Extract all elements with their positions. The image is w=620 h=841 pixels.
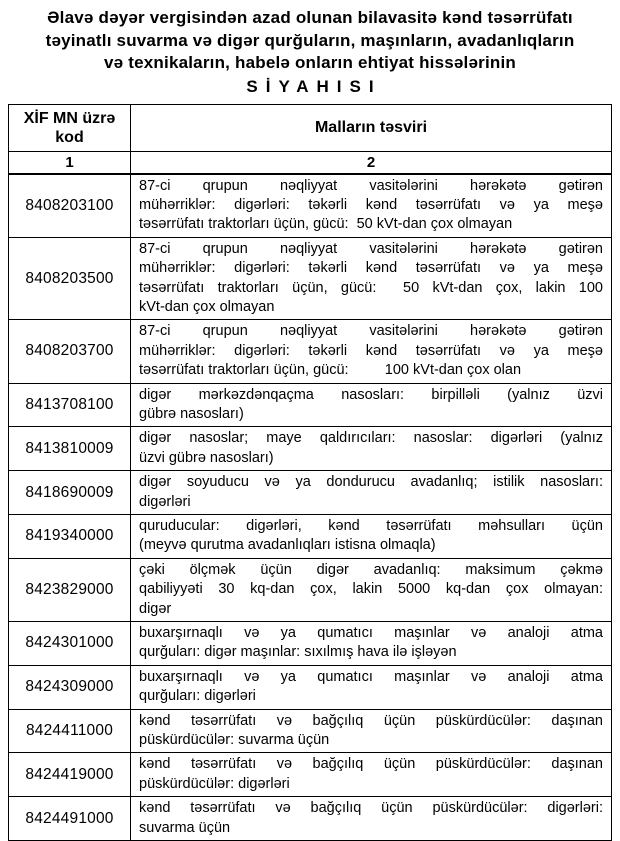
description-line: (meyvə qurutma avadanlıqları istisna olmaqla) bbox=[139, 536, 603, 555]
description-line: qurğuları: digər maşınlar: sıxılmış hava ilə işləyən bbox=[139, 643, 603, 662]
commodity-code-cell: 8424491000 bbox=[9, 797, 131, 841]
title-line-2: təyinatlı suvarma və digər qurğuların, maşınların, avadanlıqların bbox=[8, 30, 612, 53]
description-line: 87-ci qrupun nəqliyyat vasitələrini hərəkətə gətirən bbox=[139, 322, 603, 341]
table-row bbox=[9, 237, 612, 320]
table-header-row bbox=[9, 104, 612, 151]
description-cell bbox=[131, 753, 612, 797]
description-line: kənd təsərrüfatı və bağçılıq üçün püskürdücülər: daşınan bbox=[139, 755, 603, 774]
description-cell bbox=[131, 558, 612, 621]
title-line-3: və texnikaların, habelə onların ehtiyat hissələrinin bbox=[8, 52, 612, 75]
document-title bbox=[8, 7, 612, 99]
description-line: üzvi gübrə nasosları) bbox=[139, 449, 603, 468]
table-row bbox=[9, 174, 612, 238]
description-cell bbox=[131, 320, 612, 383]
commodity-code-cell: 8413708100 bbox=[9, 383, 131, 427]
description-line: digər soyuducu və ya dondurucu avadanlıq; istilik nasosları: bbox=[139, 473, 603, 492]
title-line-1: Əlavə dəyər vergisindən azad olunan bilavasitə kənd təsərrüfatı bbox=[8, 7, 612, 30]
description-line: digərləri bbox=[139, 493, 603, 512]
table-body bbox=[9, 174, 612, 841]
column-number-row bbox=[9, 151, 612, 174]
commodity-code-cell: 8408203500 bbox=[9, 237, 131, 320]
description-cell bbox=[131, 709, 612, 753]
description-line: digər bbox=[139, 600, 603, 619]
description-cell bbox=[131, 471, 612, 515]
table-row bbox=[9, 558, 612, 621]
commodity-code-cell: 8424301000 bbox=[9, 622, 131, 666]
table-row bbox=[9, 427, 612, 471]
description-line: kənd təsərrüfatı və bağçılıq üçün püskürdücülər: daşınan bbox=[139, 712, 603, 731]
commodity-code-cell: 8418690009 bbox=[9, 471, 131, 515]
table-row bbox=[9, 383, 612, 427]
table-row bbox=[9, 471, 612, 515]
table-row bbox=[9, 665, 612, 709]
commodity-code-cell: 8424419000 bbox=[9, 753, 131, 797]
commodity-code-cell: 8408203100 bbox=[9, 174, 131, 238]
commodity-code-cell: 8408203700 bbox=[9, 320, 131, 383]
table-row bbox=[9, 709, 612, 753]
commodity-code-cell: 8413810009 bbox=[9, 427, 131, 471]
description-line: çəki ölçmək üçün digər avadanlıq: maksimum çəkmə bbox=[139, 561, 603, 580]
description-line: təsərrüfatı traktorları üçün, gücü: 50 kVt-dan çox olmayan bbox=[139, 215, 603, 234]
description-line: buxarşırnaqlı və ya qumatıcı maşınlar və analoji atma bbox=[139, 624, 603, 643]
description-cell bbox=[131, 665, 612, 709]
description-line: qurğuları: digərləri bbox=[139, 687, 603, 706]
table-row bbox=[9, 320, 612, 383]
description-line: 87-ci qrupun nəqliyyat vasitələrini hərəkətə gətirən bbox=[139, 177, 603, 196]
list-heading: SİYAHISI bbox=[8, 75, 612, 99]
description-cell bbox=[131, 427, 612, 471]
description-cell bbox=[131, 174, 612, 238]
description-line: gübrə nasosları) bbox=[139, 405, 603, 424]
commodity-code-cell: 8424411000 bbox=[9, 709, 131, 753]
column-number-1: 1 bbox=[9, 151, 131, 174]
table-row bbox=[9, 515, 612, 559]
table-header-code: XİF MN üzrə kod bbox=[9, 104, 131, 151]
description-line: mühərriklər: digərləri: təkərli kənd təsərrüfatı və ya meşə bbox=[139, 342, 603, 361]
description-line: quruducular: digərləri, kənd təsərrüfatı məhsulları üçün bbox=[139, 517, 603, 536]
description-cell bbox=[131, 383, 612, 427]
description-line: digər mərkəzdənqaçma nasosları: birpilləli (yalnız üzvi bbox=[139, 386, 603, 405]
description-line: kənd təsərrüfatı və bağçılıq üçün püskürdücülər: digərləri: bbox=[139, 799, 603, 818]
commodity-code-cell: 8424309000 bbox=[9, 665, 131, 709]
description-line: mühərriklər: digərləri: təkərli kənd təsərrüfatı və ya meşə bbox=[139, 259, 603, 278]
description-cell bbox=[131, 797, 612, 841]
commodity-code-cell: 8423829000 bbox=[9, 558, 131, 621]
description-line: təsərrüfatı traktorları üçün, gücü: 50 kVt-dan çox, lakin 100 bbox=[139, 279, 603, 298]
description-line: təsərrüfatı traktorları üçün, gücü: 100 kVt-dan çox olan bbox=[139, 361, 603, 380]
description-line: kVt-dan çox olmayan bbox=[139, 298, 603, 317]
description-cell bbox=[131, 515, 612, 559]
description-line: qabiliyyəti 30 kq-dan çox, lakin 5000 kq-dan çox olmayan: bbox=[139, 580, 603, 599]
description-line: suvarma üçün bbox=[139, 819, 603, 838]
column-number-2: 2 bbox=[131, 151, 612, 174]
description-line: 87-ci qrupun nəqliyyat vasitələrini hərəkətə gətirən bbox=[139, 240, 603, 259]
description-line: digər nasoslar; maye qaldırıcıları: nasoslar: digərləri (yalnız bbox=[139, 429, 603, 448]
table-row bbox=[9, 797, 612, 841]
table-header-description: Malların təsviri bbox=[131, 104, 612, 151]
commodity-code-cell: 8419340000 bbox=[9, 515, 131, 559]
commodity-table bbox=[8, 104, 612, 841]
description-cell bbox=[131, 622, 612, 666]
description-line: püskürdücülər: suvarma üçün bbox=[139, 731, 603, 750]
table-row bbox=[9, 622, 612, 666]
description-line: püskürdücülər: digərləri bbox=[139, 775, 603, 794]
description-line: mühərriklər: digərləri: təkərli kənd təsərrüfatı və ya meşə bbox=[139, 196, 603, 215]
description-cell bbox=[131, 237, 612, 320]
table-row bbox=[9, 753, 612, 797]
description-line: buxarşırnaqlı və ya qumatıcı maşınlar və analoji atma bbox=[139, 668, 603, 687]
